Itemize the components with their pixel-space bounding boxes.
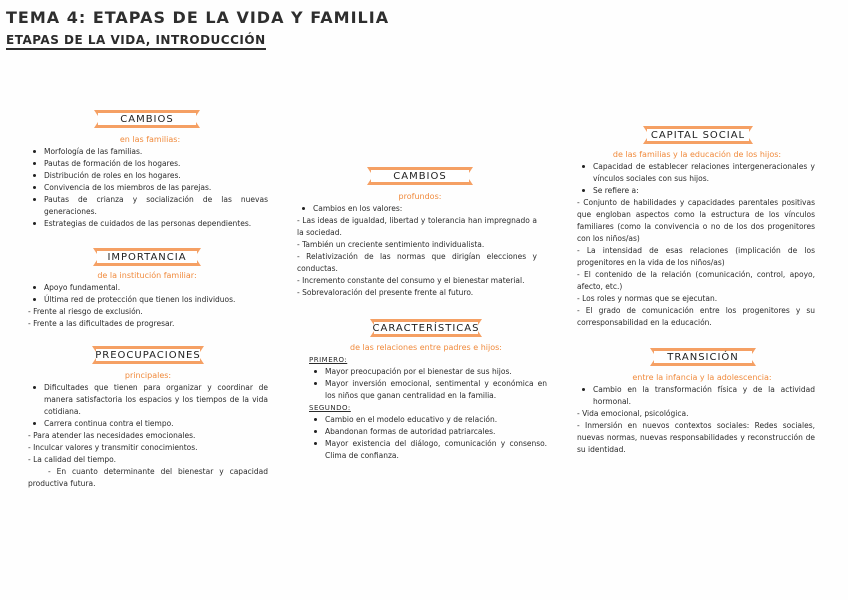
dash-item: - Frente al riesgo de exclusión. <box>28 307 143 316</box>
section-subtitle: de la institución familiar: <box>97 271 197 280</box>
list-item: Capacidad de establecer relaciones intergeneracionales y vínculos sociales con sus hijos. <box>593 162 815 183</box>
list-item: Apoyo fundamental. <box>44 282 268 294</box>
cambios-familias-list <box>28 146 268 230</box>
dash-item: - La intensidad de esas relaciones (implicación de los progenitores en la vida de los niños/as) <box>577 246 815 267</box>
dash-item: - Conjunto de habilidades y capacidades parentales positivas que engloban aspectos como la estructura de los vínculos familiares (como la convivencia o no de los dos progenitores con los niños/as) <box>577 198 815 243</box>
dash-item: - Las ideas de igualdad, libertad y tolerancia han impregnado a la sociedad. <box>297 216 537 237</box>
section-subtitle: principales: <box>124 371 172 380</box>
section-subtitle: de las relaciones entre padres e hijos: <box>349 343 502 352</box>
banner-importancia <box>93 248 201 266</box>
dash-item: - Inculcar valores y transmitir conocimientos. <box>28 443 198 452</box>
segundo-label: SEGUNDO: <box>309 404 351 412</box>
banner-capital-social <box>643 126 753 144</box>
importancia-list <box>28 282 268 330</box>
cambios-profundos-list <box>297 203 537 299</box>
dash-item: - La calidad del tiempo. <box>28 455 117 464</box>
banner-label: IMPORTANCIA <box>107 251 187 263</box>
dash-item: - Inmersión en nuevos contextos sociales: Redes sociales, nuevas normas, nuevas responsabilidades y reconstrucción de su identidad. <box>577 421 815 454</box>
list-item: Cambio en la transformación física y de la actividad hormonal. <box>593 385 815 406</box>
list-item: Abandonan formas de autoridad patriarcales. <box>325 426 547 438</box>
list-item: Mayor existencia del diálogo, comunicación y consenso. Clima de confianza. <box>325 439 547 460</box>
dash-item: - Sobrevaloración del presente frente al futuro. <box>297 288 474 297</box>
banner-cambios-familias <box>94 110 200 128</box>
banner-caracteristicas <box>370 319 482 337</box>
list-item: Estrategias de cuidados de las personas dependientes. <box>44 218 268 230</box>
page-title: TEMA 4: ETAPAS DE LA VIDA Y FAMILIA <box>6 8 390 27</box>
dash-item: - El contenido de la relación (comunicación, control, apoyo, afecto, etc.) <box>577 270 815 291</box>
list-item: Cambio en el modelo educativo y de relación. <box>325 414 547 426</box>
dash-item: - Vida emocional, psicológica. <box>577 409 689 418</box>
list-item: Morfología de las familias. <box>44 146 268 158</box>
section-subtitle: profundos: <box>398 192 442 201</box>
banner-label: CARACTERÍSTICAS <box>372 322 480 334</box>
dash-item: - También un creciente sentimiento individualista. <box>297 240 485 249</box>
list-item: Mayor inversión emocional, sentimental y económica en los niños que ganan centralidad en la familia. <box>325 379 547 400</box>
dash-item: - El grado de comunicación entre los progenitores y su corresponsabilidad en la educación. <box>577 306 815 327</box>
list-item: Convivencia de los miembros de las parejas. <box>44 182 268 194</box>
dash-item: - En cuanto determinante del bienestar y capacidad productiva futura. <box>28 467 268 488</box>
banner-label: CAMBIOS <box>393 170 447 182</box>
banner-label: CAPITAL SOCIAL <box>650 129 746 141</box>
list-item: Última red de protección que tienen los individuos. <box>44 294 268 306</box>
capital-social-list <box>577 161 815 329</box>
banner-preocupaciones <box>92 346 204 364</box>
dash-item: - Para atender las necesidades emocionales. <box>28 431 196 440</box>
dash-item: - Frente a las dificultades de progresar. <box>28 319 175 328</box>
section-subtitle: en las familias: <box>119 135 181 144</box>
banner-label: TRANSICIÓN <box>667 351 739 363</box>
banner-cambios-profundos <box>367 167 473 185</box>
dash-item: - Los roles y normas que se ejecutan. <box>577 294 718 303</box>
primero-label: PRIMERO: <box>309 356 348 364</box>
preocupaciones-list <box>28 382 268 490</box>
list-item: Cambios en los valores: <box>313 203 537 215</box>
list-item: Mayor preocupación por el bienestar de sus hijos. <box>325 366 547 378</box>
banner-transicion <box>650 348 756 366</box>
banner-label: PREOCUPACIONES <box>95 349 201 361</box>
transicion-list <box>577 384 815 456</box>
caracteristicas-list <box>309 354 547 462</box>
list-item: Se refiere a: <box>593 185 815 197</box>
section-subtitle: entre la infancia y la adolescencia: <box>632 373 772 382</box>
banner-label: CAMBIOS <box>120 113 174 125</box>
list-item: Pautas de formación de los hogares. <box>44 158 268 170</box>
dash-item: - Incremento constante del consumo y el bienestar material. <box>297 276 525 285</box>
list-item: Carrera continua contra el tiempo. <box>44 418 268 430</box>
section-subtitle: de las familias y la educación de los hijos: <box>612 150 782 159</box>
dash-item: - Relativización de las normas que dirigían elecciones y conductas. <box>297 252 537 273</box>
page-subtitle: ETAPAS DE LA VIDA, INTRODUCCIÓN <box>6 33 266 50</box>
list-item: Dificultades que tienen para organizar y coordinar de manera satisfactoria los espacios y los tiempos de la vida cotidiana. <box>44 383 268 416</box>
list-item: Distribución de roles en los hogares. <box>44 170 268 182</box>
list-item: Pautas de crianza y socialización de las nuevas generaciones. <box>44 195 268 216</box>
